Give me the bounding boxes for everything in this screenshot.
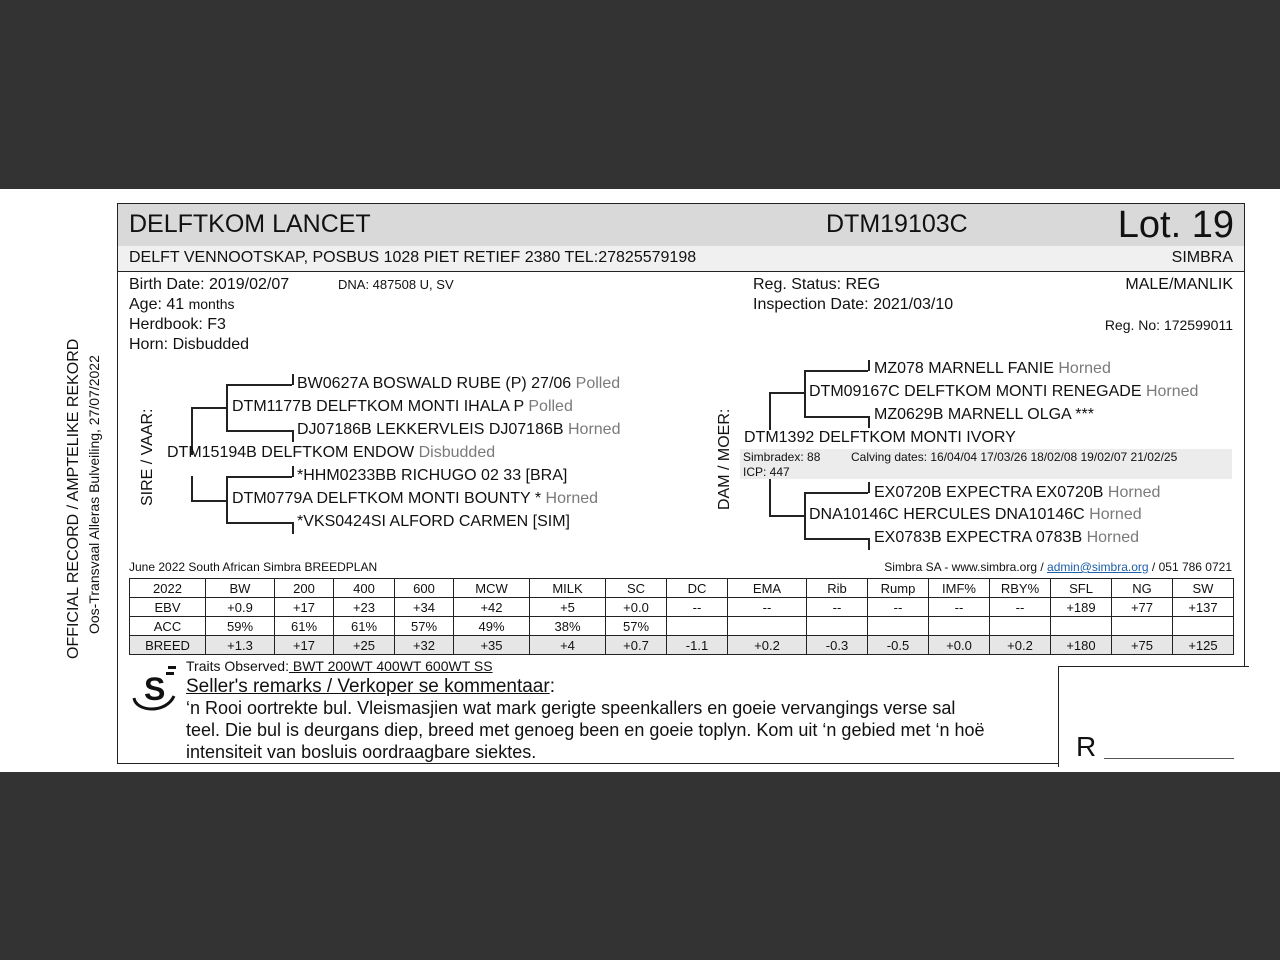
table-cell: -- xyxy=(929,598,990,617)
sire-dam-dam xyxy=(297,513,570,531)
sire-dam xyxy=(232,490,598,508)
table-cell: -- xyxy=(807,598,868,617)
table-header-cell: RBY% xyxy=(990,579,1051,598)
remarks-line: ‘n Rooi oortrekte bul. Vleismasjien wat mark gerigte speenkallers en goeie vervangings verse sal xyxy=(186,698,956,718)
age-unit: months xyxy=(188,296,235,312)
table-cell: -- xyxy=(990,598,1051,617)
table-cell xyxy=(929,617,990,636)
lot-number: Lot. 19 xyxy=(1117,204,1234,246)
dam-label: DAM / MOER: xyxy=(716,408,733,510)
sd-branch xyxy=(226,476,228,522)
table-cell: +17 xyxy=(275,636,334,655)
table-cell: +23 xyxy=(334,598,395,617)
table-cell: -- xyxy=(868,598,929,617)
age xyxy=(129,296,235,314)
table-cell: +1.3 xyxy=(206,636,275,655)
table-header-cell: BW xyxy=(206,579,275,598)
remarks-colon: : xyxy=(549,676,555,697)
table-cell xyxy=(807,617,868,636)
animal-name: DELFTKOM LANCET xyxy=(129,210,371,238)
sd-branch xyxy=(292,522,294,534)
table-cell: 38% xyxy=(530,617,606,636)
card-header xyxy=(118,204,1244,247)
sire-sire-dam xyxy=(297,421,620,439)
ds-branch xyxy=(804,370,806,416)
sd-branch xyxy=(226,476,292,478)
herdbook: Herdbook: F3 xyxy=(129,316,226,333)
table-cell: +180 xyxy=(1051,636,1112,655)
ds-branch xyxy=(804,370,868,372)
sire-sire xyxy=(232,398,573,416)
price-input[interactable] xyxy=(1104,758,1234,759)
dam-sire xyxy=(809,383,1198,401)
remarks-line: intensiteit van bosluis oordraagbare siektes. xyxy=(186,742,537,762)
traits-list: BWT 200WT 400WT 600WT SS xyxy=(288,658,493,674)
dam-sire-sire xyxy=(874,360,1111,378)
table-cell: -0.3 xyxy=(807,636,868,655)
table-header-cell: SFL xyxy=(1051,579,1112,598)
table-header-cell: IMF% xyxy=(929,579,990,598)
horn-type: Horned xyxy=(1058,360,1111,377)
horn-type: Horned xyxy=(1089,506,1142,523)
table-cell: -1.1 xyxy=(667,636,728,655)
ss-branch xyxy=(226,384,228,430)
table-header-cell: SC xyxy=(606,579,667,598)
ss-branch xyxy=(226,430,292,432)
table-cell: +0.0 xyxy=(929,636,990,655)
birth-date: Birth Date: 2019/02/07 xyxy=(129,276,290,293)
table-cell: +25 xyxy=(334,636,395,655)
table-cell: 57% xyxy=(606,617,667,636)
pedigree-name: DNA10146C HERCULES DNA10146C xyxy=(809,506,1085,523)
table-cell: +125 xyxy=(1173,636,1234,655)
remarks-title xyxy=(186,676,555,698)
pedigree-name: BW0627A BOSWALD RUBE (P) 27/06 xyxy=(297,375,572,392)
table-header-cell: Rump xyxy=(868,579,929,598)
table-cell: +32 xyxy=(395,636,454,655)
table-header-cell: EMA xyxy=(728,579,807,598)
table-cell: ACC xyxy=(130,617,206,636)
breed-text: SIMBRA xyxy=(1171,249,1233,266)
sd-branch xyxy=(292,466,294,477)
horn-type: Horned xyxy=(1086,529,1140,546)
ss-branch xyxy=(226,384,292,386)
sire xyxy=(167,444,495,462)
icp: ICP: 447 xyxy=(743,465,790,479)
dam-branch xyxy=(769,392,771,430)
dd-branch xyxy=(804,492,806,538)
table-cell: BREED xyxy=(130,636,206,655)
ss-branch xyxy=(292,374,294,385)
ss-branch xyxy=(292,430,294,442)
remarks-line: teel. Die bul is deurgans diep, breed met genoeg been en goeie toplyn. Kom uit ‘n gebied met ‘n hoë xyxy=(186,720,985,740)
reg-number: Reg. No: 172599011 xyxy=(1104,317,1233,333)
table-header-cell: 600 xyxy=(395,579,454,598)
table-cell: +137 xyxy=(1173,598,1234,617)
catalogue-page xyxy=(0,189,1280,772)
pedigree-name: DTM1392 DELFTKOM MONTI IVORY xyxy=(744,429,1016,446)
calving-dates: Calving dates: 16/04/04 17/03/26 18/02/08 19/02/07 21/02/25 xyxy=(851,450,1178,464)
dam-branch xyxy=(769,392,804,394)
table-cell xyxy=(868,617,929,636)
table-cell xyxy=(1112,617,1173,636)
dam xyxy=(744,429,1016,447)
table-cell xyxy=(990,617,1051,636)
animal-id: DTM19103C xyxy=(826,210,968,238)
contact-suffix: / 051 786 0721 xyxy=(1151,560,1232,574)
horn-type: Horned xyxy=(545,490,599,507)
traits-label: Traits Observed: xyxy=(186,658,289,674)
simbra-contact xyxy=(884,560,1232,574)
remarks-heading: Seller's remarks / Verkoper se kommentaar xyxy=(186,676,550,697)
horn-type: Polled xyxy=(575,375,621,392)
dam-branch xyxy=(769,515,804,517)
sire-dam-sire xyxy=(297,467,567,485)
table-cell xyxy=(1173,617,1234,636)
lot-card xyxy=(117,203,1245,764)
table-header-row xyxy=(130,579,1234,598)
pedigree-name: DTM15194B DELFTKOM ENDOW xyxy=(167,444,415,461)
table-header-cell: 400 xyxy=(334,579,395,598)
horn-type: Horned xyxy=(1145,383,1199,400)
pedigree-name: DTM0779A DELFTKOM MONTI BOUNTY * xyxy=(232,490,542,507)
dam-dam-sire xyxy=(874,484,1160,502)
sire-branch xyxy=(191,500,226,502)
table-cell: +0.7 xyxy=(606,636,667,655)
age-value: Age: 41 xyxy=(129,296,185,313)
ebv-table xyxy=(129,578,1234,655)
sd-branch xyxy=(226,522,292,524)
horn-type: Horned xyxy=(1107,484,1161,501)
dam-sire-dam xyxy=(874,406,1094,424)
table-cell: -- xyxy=(667,598,728,617)
sex: MALE/MANLIK xyxy=(1125,276,1233,293)
horn-status: Horn: Disbudded xyxy=(129,336,250,353)
ds-branch xyxy=(868,416,870,428)
table-row-acc xyxy=(130,617,1234,636)
breedplan-source: June 2022 South African Simbra BREEDPLAN xyxy=(129,560,378,574)
table-cell: 57% xyxy=(395,617,454,636)
svg-text:S: S xyxy=(144,671,166,707)
table-cell: +34 xyxy=(395,598,454,617)
reg-status: Reg. Status: REG xyxy=(753,276,881,293)
table-header-cell: Rib xyxy=(807,579,868,598)
dd-branch xyxy=(868,538,870,550)
pedigree-name: *HHM0233BB RICHUGO 02 33 [BRA] xyxy=(297,467,568,484)
table-cell: -- xyxy=(728,598,807,617)
dam-dam-dam xyxy=(874,529,1139,547)
pedigree-name: EX0720B EXPECTRA EX0720B xyxy=(874,484,1104,501)
table-cell xyxy=(1051,617,1112,636)
table-row-ebv xyxy=(130,598,1234,617)
pedigree-name: DTM09167C DELFTKOM MONTI RENEGADE xyxy=(809,383,1142,400)
pedigree-name: DJ07186B LEKKERVLEIS DJ07186B xyxy=(297,421,564,438)
price-currency: R xyxy=(1076,731,1097,762)
table-header-cell: 200 xyxy=(275,579,334,598)
pedigree-name: *VKS0424SI ALFORD CARMEN [SIM] xyxy=(297,513,570,530)
official-record-text: OFFICIAL RECORD / AMPTELIKE REKORD xyxy=(65,338,82,659)
ds-branch xyxy=(804,416,868,418)
table-cell: +0.9 xyxy=(206,598,275,617)
dd-branch xyxy=(868,482,870,493)
inspection-date: Inspection Date: 2021/03/10 xyxy=(753,296,954,313)
sire-sire-sire xyxy=(297,375,620,393)
horn-type: Polled xyxy=(528,398,573,415)
ds-branch xyxy=(868,360,870,371)
table-cell: +0.0 xyxy=(606,598,667,617)
table-cell: -0.5 xyxy=(868,636,929,655)
table-cell: 59% xyxy=(206,617,275,636)
pedigree-name: EX0783B EXPECTRA 0783B xyxy=(874,529,1083,546)
sire-branch xyxy=(191,407,226,409)
table-cell: 61% xyxy=(334,617,395,636)
pedigree-name: MZ078 MARNELL FANIE xyxy=(874,360,1054,377)
dd-branch xyxy=(804,492,868,494)
table-cell: 61% xyxy=(275,617,334,636)
table-cell: +42 xyxy=(454,598,530,617)
table-cell: 49% xyxy=(454,617,530,636)
table-cell: +4 xyxy=(530,636,606,655)
table-cell: EBV xyxy=(130,598,206,617)
table-cell: +75 xyxy=(1112,636,1173,655)
dam-dam xyxy=(809,506,1142,524)
horn-type: Disbudded xyxy=(418,444,496,461)
simbra-logo-icon xyxy=(128,666,178,716)
simbradex: Simbradex: 88 xyxy=(743,450,821,464)
table-header-cell: DC xyxy=(667,579,728,598)
table-header-cell: SW xyxy=(1173,579,1234,598)
auction-text: Oos-Transvaal Alleras Bulveiling, 27/07/2022 xyxy=(86,355,102,634)
owner-text: DELFT VENNOOTSKAP, POSBUS 1028 PIET RETIEF 2380 TEL:27825579198 xyxy=(129,249,697,266)
table-cell: +17 xyxy=(275,598,334,617)
table-cell: +77 xyxy=(1112,598,1173,617)
table-row-breed xyxy=(130,636,1234,655)
table-cell: +0.2 xyxy=(728,636,807,655)
pedigree-name: DTM1177B DELFTKOM MONTI IHALA P xyxy=(232,398,524,415)
sire-branch xyxy=(191,476,193,500)
contact-email-link[interactable]: admin@simbra.org xyxy=(1047,560,1149,574)
table-cell: +0.2 xyxy=(990,636,1051,655)
horn-type: Horned xyxy=(568,421,621,438)
table-cell: +189 xyxy=(1051,598,1112,617)
table-cell: +5 xyxy=(530,598,606,617)
table-cell: +35 xyxy=(454,636,530,655)
table-header-cell: MILK xyxy=(530,579,606,598)
table-cell xyxy=(728,617,807,636)
table-cell xyxy=(667,617,728,636)
pedigree-name: MZ0629B MARNELL OLGA *** xyxy=(874,406,1094,423)
traits-observed xyxy=(186,658,493,674)
owner-bar xyxy=(118,246,1244,272)
sire-label: SIRE / VAAR: xyxy=(139,408,156,506)
table-header-cell: MCW xyxy=(454,579,530,598)
dd-branch xyxy=(804,538,868,540)
table-header-cell: NG xyxy=(1112,579,1173,598)
contact-prefix: Simbra SA - www.simbra.org / xyxy=(884,560,1044,574)
table-header-cell: 2022 xyxy=(130,579,206,598)
dna: DNA: 487508 U, SV xyxy=(338,277,454,292)
